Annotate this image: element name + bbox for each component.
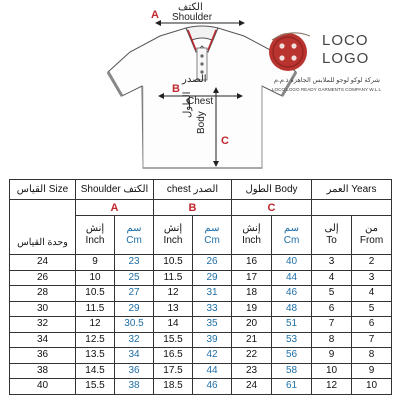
chest-label-ar: الصدر	[182, 74, 207, 85]
to-ar: إلى	[324, 223, 339, 234]
from-en: From	[359, 235, 384, 246]
garment-diagram	[0, 0, 400, 172]
shoulder-inch-cell: 10	[76, 270, 115, 286]
chest-inch-cell: 17.5	[154, 363, 193, 379]
inch-en: Inch	[163, 235, 183, 246]
company-name-ar: شركة لوكو لوجو للملابس الجاهزة ذ.م.م	[274, 77, 380, 84]
chest-cm-cell: 42	[193, 348, 232, 364]
years-from-cell: 10	[352, 379, 392, 395]
body-inch-cell: 21	[232, 332, 272, 348]
body-inch-cell: 22	[232, 348, 272, 364]
table-row	[10, 317, 392, 333]
shoulder-letter-cell: A	[76, 200, 154, 216]
body-inch-cell: 23	[232, 363, 272, 379]
chest-inch-cell: 14	[154, 317, 193, 333]
table-row	[10, 363, 392, 379]
years-to-cell: 5	[312, 286, 352, 302]
years-from-cell: 8	[352, 348, 392, 364]
shoulder-cm-unit	[115, 216, 154, 255]
shoulder-cm-cell: 23	[115, 255, 154, 271]
size-cell: 30	[10, 301, 76, 317]
size-cell: 34	[10, 332, 76, 348]
cm-en: Cm	[126, 235, 142, 246]
shoulder-cm-cell: 27	[115, 286, 154, 302]
size-cell: 26	[10, 270, 76, 286]
body-cm-cell: 44	[272, 270, 312, 286]
years-letter-cell	[312, 200, 392, 216]
chest-label-en: Chest	[187, 96, 214, 107]
body-cm-cell: 58	[272, 363, 312, 379]
body-cm-cell: 40	[272, 255, 312, 271]
cm-ar: سم	[284, 223, 300, 234]
years-from-cell: 4	[352, 286, 392, 302]
header-shoulder: Shoulder الكتف	[76, 180, 154, 200]
to-en: To	[326, 235, 337, 246]
chest-cm-cell: 35	[193, 317, 232, 333]
shoulder-inch-cell: 9	[76, 255, 115, 271]
shoulder-inch-cell: 12.5	[76, 332, 115, 348]
cm-en: Cm	[283, 235, 300, 246]
header-chest: chest الصدر	[154, 180, 232, 200]
shoulder-inch-cell: 11.5	[76, 301, 115, 317]
years-to-cell: 4	[312, 270, 352, 286]
shoulder-cm-cell: 25	[115, 270, 154, 286]
years-to-cell: 3	[312, 255, 352, 271]
chest-letter: B	[172, 83, 180, 95]
years-to-cell: 7	[312, 317, 352, 333]
cm-en: Cm	[204, 235, 220, 246]
company-name-en: LOCO LOGO READY GARMENTS COMPANY W.L.L	[272, 87, 381, 92]
body-label-ar: الطول	[182, 91, 193, 118]
shoulder-inch-unit	[76, 216, 115, 255]
size-unit-label: وحدة القياس	[10, 200, 76, 255]
table-row	[10, 379, 392, 395]
chest-cm-cell: 39	[193, 332, 232, 348]
company-logo	[262, 20, 392, 102]
body-cm-cell: 46	[272, 286, 312, 302]
size-cell: 36	[10, 348, 76, 364]
size-cell: 40	[10, 379, 76, 395]
body-cm-cell: 53	[272, 332, 312, 348]
size-chart-table	[9, 179, 392, 395]
inch-ar: إنش	[163, 223, 183, 234]
logo-word-2: LOGO	[322, 50, 370, 67]
body-inch-unit	[232, 216, 272, 255]
size-cell: 32	[10, 317, 76, 333]
body-letter-cell: C	[232, 200, 312, 216]
shoulder-cm-cell: 36	[115, 363, 154, 379]
years-from-cell: 3	[352, 270, 392, 286]
years-to-cell: 9	[312, 348, 352, 364]
chest-inch-cell: 18.5	[154, 379, 193, 395]
size-cell: 24	[10, 255, 76, 271]
shoulder-cm-cell: 29	[115, 301, 154, 317]
chest-inch-cell: 15.5	[154, 332, 193, 348]
chest-cm-cell: 31	[193, 286, 232, 302]
shoulder-inch-cell: 15.5	[76, 379, 115, 395]
years-from-cell: 5	[352, 301, 392, 317]
chest-cm-cell: 46	[193, 379, 232, 395]
shoulder-inch-cell: 10.5	[76, 286, 115, 302]
body-cm-cell: 61	[272, 379, 312, 395]
body-letter: C	[221, 135, 229, 147]
chest-inch-unit	[154, 216, 193, 255]
inch-ar: إنش	[85, 223, 105, 234]
body-inch-cell: 18	[232, 286, 272, 302]
years-from-unit	[352, 216, 392, 255]
years-from-cell: 9	[352, 363, 392, 379]
logo-word-1: LOCO	[322, 32, 369, 49]
body-inch-cell: 19	[232, 301, 272, 317]
body-inch-cell: 24	[232, 379, 272, 395]
table-row	[10, 332, 392, 348]
chest-inch-cell: 12	[154, 286, 193, 302]
body-cm-unit	[272, 216, 312, 255]
body-inch-cell: 20	[232, 317, 272, 333]
years-from-cell: 7	[352, 332, 392, 348]
chest-cm-cell: 44	[193, 363, 232, 379]
chest-inch-cell: 16.5	[154, 348, 193, 364]
cm-ar: سم	[204, 223, 220, 234]
size-cell: 28	[10, 286, 76, 302]
shoulder-label-en: Shoulder	[172, 12, 213, 23]
shoulder-cm-cell: 30.5	[115, 317, 154, 333]
shoulder-cm-cell: 32	[115, 332, 154, 348]
size-cell: 38	[10, 363, 76, 379]
body-cm-cell: 51	[272, 317, 312, 333]
shoulder-letter: A	[151, 9, 159, 21]
inch-en: Inch	[242, 235, 261, 246]
body-inch-cell: 16	[232, 255, 272, 271]
header-years: العمر Years	[312, 180, 392, 200]
chest-inch-cell: 13	[154, 301, 193, 317]
shoulder-label-ar: الكتف	[178, 2, 203, 13]
shoulder-inch-cell: 12	[76, 317, 115, 333]
chest-cm-cell: 33	[193, 301, 232, 317]
from-ar: من	[365, 223, 379, 234]
years-to-cell: 12	[312, 379, 352, 395]
body-cm-cell: 56	[272, 348, 312, 364]
years-to-cell: 10	[312, 363, 352, 379]
table-row	[10, 286, 392, 302]
cm-ar: سم	[126, 223, 142, 234]
header-size: القياس Size	[10, 180, 76, 200]
years-from-cell: 2	[352, 255, 392, 271]
chest-inch-cell: 11.5	[154, 270, 193, 286]
table-row	[10, 270, 392, 286]
years-to-unit	[312, 216, 352, 255]
shoulder-cm-cell: 34	[115, 348, 154, 364]
chest-letter-cell: B	[154, 200, 232, 216]
years-to-cell: 6	[312, 301, 352, 317]
years-to-cell: 8	[312, 332, 352, 348]
chest-cm-cell: 26	[193, 255, 232, 271]
table-row	[10, 301, 392, 317]
table-row	[10, 348, 392, 364]
shoulder-inch-cell: 13.5	[76, 348, 115, 364]
body-label-en: Body	[196, 111, 207, 134]
years-from-cell: 6	[352, 317, 392, 333]
inch-ar: إنش	[242, 223, 261, 234]
table-row	[10, 255, 392, 271]
chest-inch-cell: 10.5	[154, 255, 193, 271]
shoulder-cm-cell: 38	[115, 379, 154, 395]
shoulder-inch-cell: 14.5	[76, 363, 115, 379]
body-inch-cell: 17	[232, 270, 272, 286]
button-logo-icon	[266, 26, 318, 78]
chest-cm-cell: 29	[193, 270, 232, 286]
inch-en: Inch	[85, 235, 105, 246]
chest-cm-unit	[193, 216, 232, 255]
body-cm-cell: 48	[272, 301, 312, 317]
header-body: الطول Body	[232, 180, 312, 200]
